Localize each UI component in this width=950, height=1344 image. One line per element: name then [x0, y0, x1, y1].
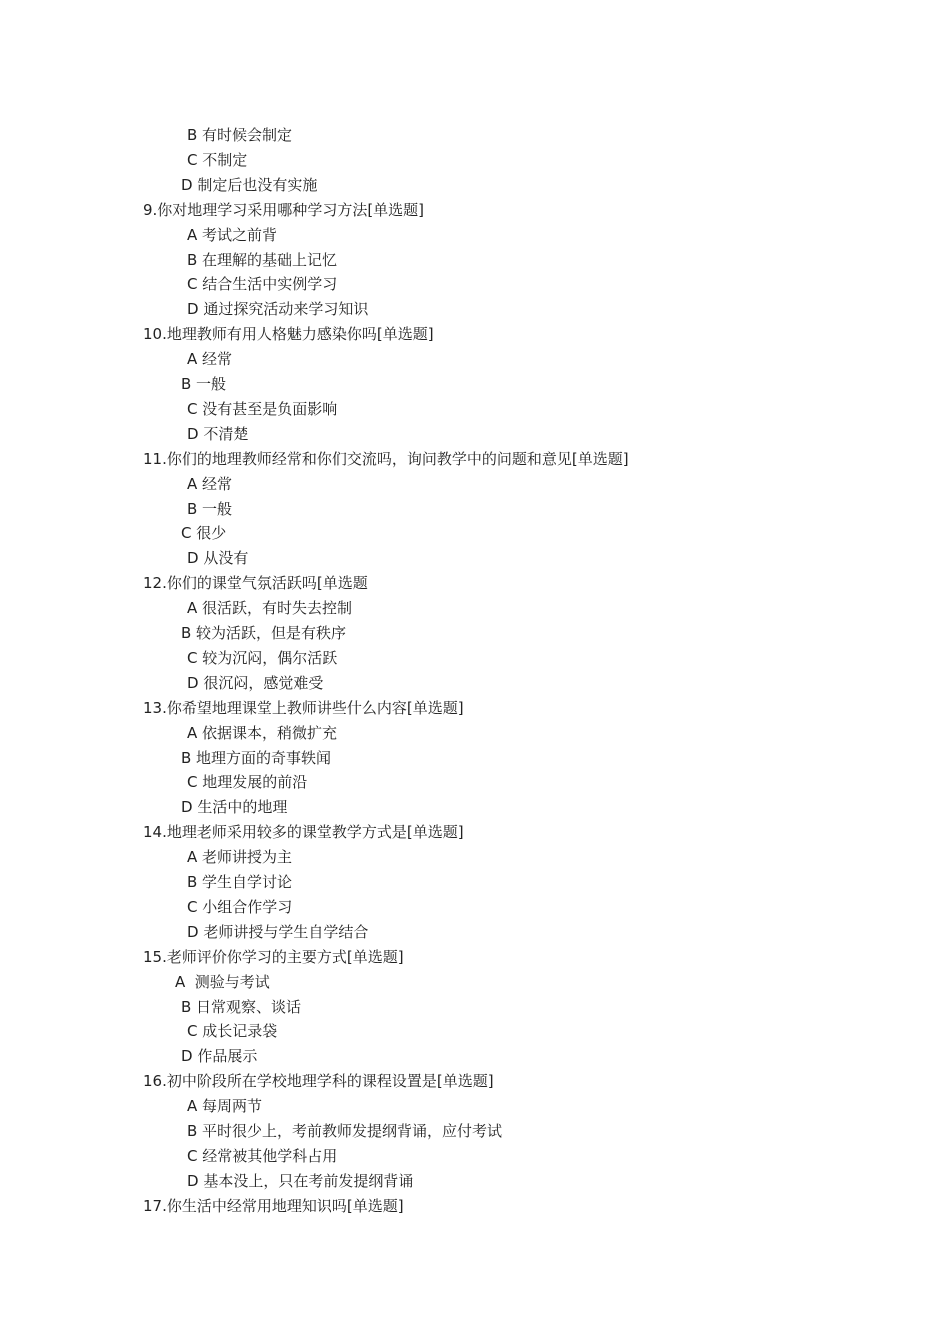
- option-text: A 很活跃，有时失去控制: [187, 599, 353, 618]
- option-text: B 学生自学讨论: [187, 873, 293, 891]
- question-text: 15.老师评价你学习的主要方式[单选题]: [143, 947, 404, 966]
- option-text: D 不清楚: [187, 424, 249, 443]
- option-text: D 生活中的地理: [181, 798, 288, 817]
- question-text: 17.你生活中经常用地理知识吗[单选题]: [143, 1196, 404, 1215]
- option-text: C 成长记录袋: [187, 1022, 278, 1041]
- question-text: 10.地理教师有用人格魅力感染你吗[单选题]: [143, 325, 434, 344]
- question-text: 12.你们的课堂气氛活跃吗[单选题: [143, 574, 368, 593]
- option-text: C 结合生活中实例学习: [187, 275, 338, 294]
- option-text: B 平时很少上，考前教师发提纲背诵，应付考试: [187, 1122, 503, 1140]
- question-text: 9.你对地理学习采用哪种学习方法[单选题]: [143, 200, 425, 219]
- option-text: B 日常观察、谈话: [181, 997, 302, 1016]
- question-text: 13.你希望地理课堂上教师讲些什么内容[单选题]: [143, 698, 464, 717]
- option-text: B 一般: [181, 375, 227, 393]
- question-text: 14.地理老师采用较多的课堂教学方式是[单选题]: [143, 823, 464, 842]
- option-text: A 每周两节: [187, 1097, 263, 1116]
- question-text: 16.初中阶段所在学校地理学科的课程设置是[单选题]: [143, 1072, 494, 1091]
- option-text: D 老师讲授与学生自学结合: [187, 922, 369, 941]
- option-text: D 制定后也没有实施: [181, 175, 318, 194]
- option-text: B 地理方面的奇事轶闻: [181, 748, 332, 767]
- option-text: D 基本没上，只在考前发提纲背诵: [187, 1171, 414, 1190]
- option-text: C 经常被其他学科占用: [187, 1146, 338, 1165]
- option-text: C 小组合作学习: [187, 897, 293, 916]
- question-text: 11.你们的地理教师经常和你们交流吗，询问教学中的问题和意见[单选题]: [143, 449, 629, 468]
- option-text: C 没有甚至是负面影响: [187, 399, 338, 418]
- option-text: B 有时候会制定: [187, 126, 293, 144]
- option-text: A 老师讲授为主: [187, 848, 293, 867]
- option-text: C 很少: [181, 524, 227, 543]
- option-text: D 通过探究活动来学习知识: [187, 300, 369, 319]
- option-text: A 经常: [187, 350, 233, 369]
- option-text: C 不制定: [187, 150, 248, 169]
- option-text: A 考试之前背: [187, 225, 278, 244]
- option-text: D 从没有: [187, 549, 249, 568]
- option-text: A 依据课本，稍微扩充: [187, 723, 338, 742]
- option-text: B 在理解的基础上记忆: [187, 250, 338, 269]
- option-text: D 作品展示: [181, 1047, 258, 1066]
- option-text: B 较为活跃，但是有秩序: [181, 624, 347, 642]
- option-text: A 测验与考试: [175, 972, 270, 991]
- option-text: C 较为沉闷，偶尔活跃: [187, 648, 338, 667]
- option-text: B 一般: [187, 499, 233, 518]
- option-text: D 很沉闷，感觉难受: [187, 673, 324, 692]
- option-text: A 经常: [187, 474, 233, 493]
- option-text: C 地理发展的前沿: [187, 773, 308, 792]
